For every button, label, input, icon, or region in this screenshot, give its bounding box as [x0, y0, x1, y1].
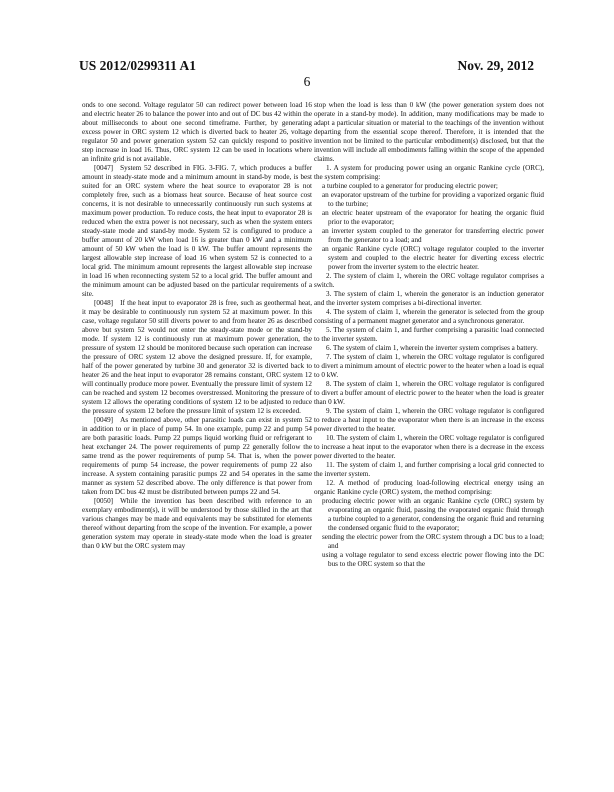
page-number: 6	[303, 74, 311, 89]
claim-element: an electric heater upstream of the evaporator for heating the organic fluid prior to the evaporator;	[322, 209, 544, 226]
claim-step: sending the electric power from the ORC system through a DC bus to a load; and	[322, 533, 544, 550]
claim-1: 1. A system for producing power using an organic Rankine cycle (ORC), the system comprising:	[314, 164, 544, 181]
claim-8: 8. The system of claim 1, wherein the ORC voltage regulator is configured to divert a buffer amount of electric power to the heater when the load is greater than 0 kW.	[314, 380, 544, 406]
right-column	[314, 101, 544, 569]
paragraph-0048: [0048] If the heat input to evaporator 28 is free, such as geothermal heat, it may be desirable to continuously run system 52 at maximum power. In this case, voltage regulator 50 still diverts power to and from heater 26 as described above but system 52 would not enter the steady-state mode or the stand-by mode. If system 12 is continuously run at maximum power generation, the pressure of system 12 should be monitored because such operation can increase the pressure of ORC system 12 above the designed pressure. If, for example, half of the power generated by turbine 30 and generator 32 is diverted back to heater 26 and the heat input to evaporator 28 remains constant, ORC system 12 will continually produce more power. Eventually the pressure limit of system 12 can be reached and system 12 becomes overstressed. Monitoring the pressure of system 12 allows the operating conditions of system 12 to be adjusted to reduce the pressure of system 12 before the pressure limit of system 12 is exceeded.	[82, 299, 312, 415]
claim-5: 5. The system of claim 1, and further comprising a parasitic load connected to the inverter system.	[314, 326, 544, 343]
paragraph-continuation: onds to one second. Voltage regulator 50 can redirect power between load 16 and electric heater 26 to balance the power into and out of DC bus 42 within the about milliseconds to about one second timeframe. Further, by generating excess power in ORC system 12 which is diverted back to heater 26, voltage regulator 50 and power generation system 52 can quickly respond to positive step increase in load 16. Thus, ORC system 12 can be used in locations where an infinite grid is not available.	[82, 101, 312, 163]
claim-step: using a voltage regulator to send excess electric power flowing into the DC bus to the ORC system so that the	[322, 551, 544, 568]
claim-element: a turbine coupled to a generator for producing electric power;	[322, 182, 498, 190]
claim-12-steps	[314, 497, 544, 569]
claim-12: 12. A method of producing load-following electrical energy using an organic Rankine cycle (ORC) system, the method comprising:	[314, 479, 544, 496]
claim-9: 9. The system of claim 1, wherein the ORC voltage regulator is configured to reduce a heat input to the evaporator when there is an increase in the excess power diverted to the heater.	[314, 407, 544, 433]
publication-number: US 2012/0299311 A1	[79, 58, 197, 73]
claim-4: 4. The system of claim 1, wherein the generator is selected from the group consisting of a permanent magnet generator and a synchronous generator.	[314, 308, 544, 325]
claim-element: an evaporator upstream of the turbine for providing a vaporized organic fluid to the turbine;	[322, 191, 544, 208]
claim-element: an inverter system coupled to the generator for transferring electric power from the generator to a load; and	[322, 227, 544, 244]
paragraph-0049: [0049] As mentioned above, other parasitic loads can exist in system 52 in addition to or in place of pump 54. In one example, pump 22 and pump 54 are both parasitic loads. Pump 22 pumps liquid working fluid or refrigerant to heat exchanger 24. The power requirements of pump 22 generally follow the same trend as the power requirements of pump 54. That is, when the power requirements of pump 54 increase, the power requirements of pump 22 also increase. A system containing parasitic pumps 22 and 54 operates in the same manner as system 52 described above. The only difference is that power from taken from DC bus 42 must be distributed between pumps 22 and 54.	[82, 416, 312, 496]
claim-1-elements	[314, 182, 544, 272]
paragraph-0050-continuation: stop when the load is less than 0 kW (the power generation system does not operate in a stand-by mode). In addition, many modifications may be made to adapt a particular situation or material to the teachings of the invention without departing from the essential scope thereof. Therefore, it is intended that the invention not be limited to the particular embodiment(s) disclosed, but that the invention will include all embodiments falling within the scope of the appended claims.	[314, 101, 544, 163]
claim-3: 3. The system of claim 1, wherein the generator is an induction generator and the inverter system comprises a bi-directional inverter.	[314, 290, 544, 307]
publication-date: Nov. 29, 2012	[457, 58, 534, 73]
claim-2: 2. The system of claim 1, wherein the ORC voltage regulator comprises a switch.	[314, 272, 544, 289]
claim-element: an organic Rankine cycle (ORC) voltage regulator coupled to the inverter system and coupled to the electric heater for diverting excess electric power from the inverter system to the electric heater.	[322, 245, 544, 271]
claim-step: producing electric power with an organic Rankine cycle (ORC) system by evaporating an organic fluid, passing the evaporated organic fluid through a turbine coupled to a generator, condensing the organic fluid and returning the condensed organic fluid to the evaporator;	[322, 497, 544, 532]
claim-6: 6. The system of claim 1, wherein the inverter system comprises a battery.	[326, 344, 538, 352]
paragraph-0050: [0050] While the invention has been described with reference to an exemplary embodiment(s), it will be understood by those skilled in the art that various changes may be made and equivalents may be substituted for elements thereof without departing from the scope of the invention. For example, a power generation system may operate in steady-state mode when the load is greater than 0 kW but the ORC system may	[82, 497, 312, 550]
claim-10: 10. The system of claim 1, wherein the ORC voltage regulator is configured to increase a heat input to the evaporator when there is a decrease in the excess power diverted to the heater.	[314, 434, 544, 460]
page-header	[0, 0, 614, 89]
claim-7: 7. The system of claim 1, wherein the ORC voltage regulator is configured to divert a minimum amount of electric power to the heater when a load is equal to 0 kW.	[314, 353, 544, 379]
claim-11: 11. The system of claim 1, and further comprising a local grid connected to the inverter system.	[314, 461, 544, 478]
paragraph-0047: [0047] System 52 described in FIG. 3-FIG. 7, which produces a buffer amount in steady-state mode and a minimum amount in stand-by mode, is best suited for an ORC system where the heat source to evaporator 28 is not completely free, such as a biomass heat source. Because of heat source cost concerns, it is not desirable to unnecessarily continuously run such systems at maximum power production. To reduce costs, the heat input to evaporator 28 is reduced when the extra power is not necessary, such as when the system enters steady-state mode and stand-by mode. System 52 is configured to produce a buffer amount of 20 kW when load 16 is greater than 0 kW and a minimum amount of 50 kW when the load is 0 kW. The buffer amount represents the largest allowable step increase of load 16 when system 52 is connected to a local grid. The minimum amount represents the largest allowable step increase in load 16 when reconnecting system 52 to a local grid. The buffer amount and the minimum amount can be adjusted based on the particular requirements of a site.	[82, 164, 312, 298]
left-column	[82, 101, 312, 551]
